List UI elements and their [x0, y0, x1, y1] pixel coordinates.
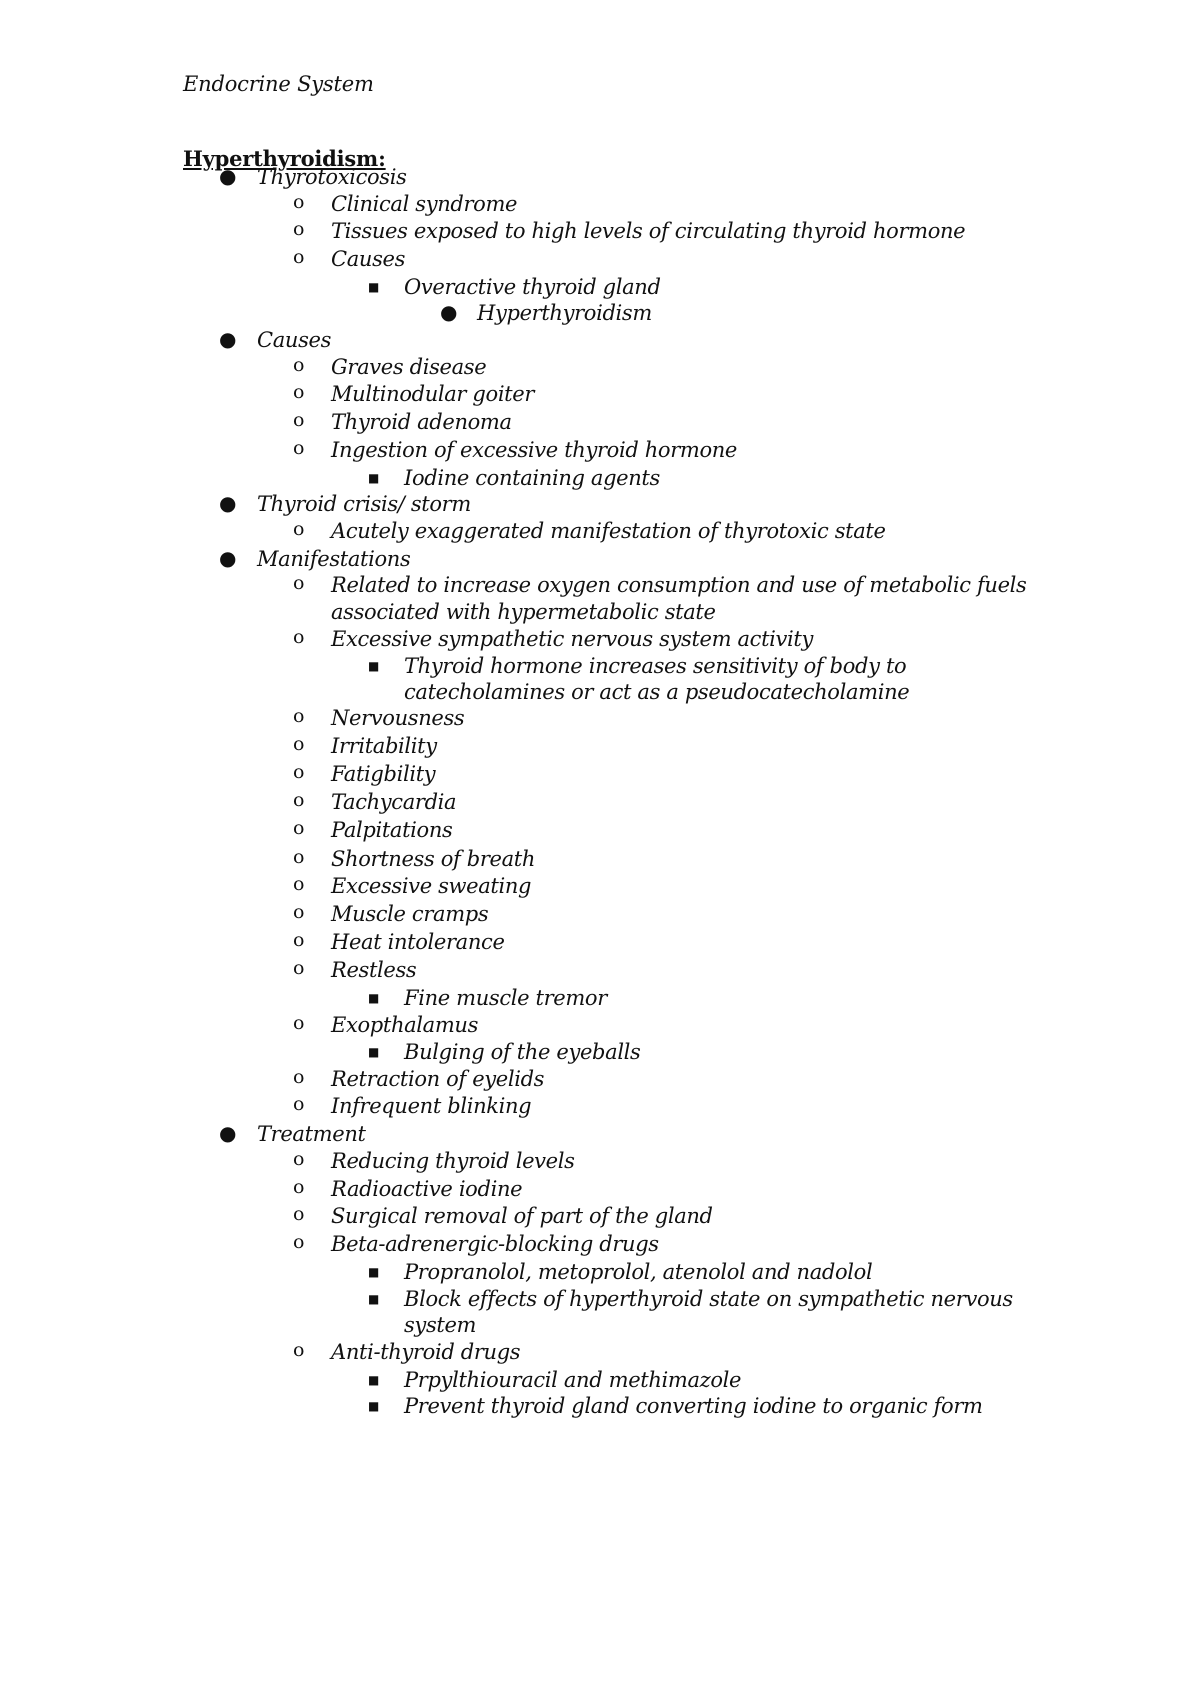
outline-item-text: Fine muscle tremor — [404, 986, 607, 1010]
hollow-bullet-icon: o — [293, 761, 305, 783]
outline-item-text: Radioactive iodine — [331, 1177, 523, 1201]
outline-item-text: Retraction of eyelids — [331, 1067, 545, 1091]
outline-item-text: Causes — [257, 328, 331, 352]
outline-item-text: Thyrotoxicosis — [257, 165, 407, 189]
page-header: Endocrine System — [183, 72, 374, 96]
square-bullet-icon: ■ — [368, 1265, 379, 1279]
round-bullet-icon: ● — [219, 164, 237, 188]
square-bullet-icon: ■ — [368, 1373, 379, 1387]
outline-item-text: Irritability — [331, 734, 437, 758]
outline-item-text: Heat intolerance — [331, 930, 505, 954]
hollow-bullet-icon: o — [293, 1176, 305, 1198]
square-bullet-icon: ■ — [368, 471, 379, 485]
hollow-bullet-icon: o — [293, 1066, 305, 1088]
square-bullet-icon: ■ — [368, 991, 379, 1005]
hollow-bullet-icon: o — [293, 381, 305, 403]
outline-item-text: Hyperthyroidism — [477, 301, 652, 325]
square-bullet-icon: ■ — [368, 1399, 379, 1413]
outline-item-text: Shortness of breath — [331, 847, 536, 871]
hollow-bullet-icon: o — [293, 901, 305, 923]
hollow-bullet-icon: o — [293, 572, 305, 594]
outline-item-text: Tissues exposed to high levels of circulating thyroid hormone — [331, 219, 966, 243]
round-bullet-icon: ● — [219, 327, 237, 351]
outline-item-text: catecholamines or act as a pseudocatecholamine — [404, 680, 910, 704]
outline-item-text: Manifestations — [257, 547, 411, 571]
square-bullet-icon: ■ — [368, 1045, 379, 1059]
outline-item-text: Prpylthiouracil and methimazole — [404, 1368, 742, 1392]
outline-item-text: Clinical syndrome — [331, 192, 518, 216]
outline-item-text: system — [404, 1313, 477, 1337]
hollow-bullet-icon: o — [293, 1339, 305, 1361]
hollow-bullet-icon: o — [293, 846, 305, 868]
hollow-bullet-icon: o — [293, 873, 305, 895]
hollow-bullet-icon: o — [293, 1093, 305, 1115]
hollow-bullet-icon: o — [293, 409, 305, 431]
outline-item-text: Acutely exaggerated manifestation of thyrotoxic state — [331, 519, 886, 543]
outline-item-text: Bulging of the eyeballs — [404, 1040, 641, 1064]
hollow-bullet-icon: o — [293, 437, 305, 459]
hollow-bullet-icon: o — [293, 518, 305, 540]
outline-item-text: Ingestion of excessive thyroid hormone — [331, 438, 738, 462]
outline-item-text: Thyroid crisis/ storm — [257, 492, 471, 516]
hollow-bullet-icon: o — [293, 354, 305, 376]
hollow-bullet-icon: o — [293, 191, 305, 213]
section-heading: Hyperthyroidism: — [183, 146, 386, 171]
hollow-bullet-icon: o — [293, 789, 305, 811]
hollow-bullet-icon: o — [293, 929, 305, 951]
outline-item-text: Beta-adrenergic-blocking drugs — [331, 1232, 659, 1256]
hollow-bullet-icon: o — [293, 705, 305, 727]
outline-item-text: Multinodular goiter — [331, 382, 535, 406]
square-bullet-icon: ■ — [368, 280, 379, 294]
outline-item-text: Fatigbility — [331, 762, 436, 786]
hollow-bullet-icon: o — [293, 817, 305, 839]
hollow-bullet-icon: o — [293, 218, 305, 240]
outline-item-text: Nervousness — [331, 706, 465, 730]
outline-item-text: Muscle cramps — [331, 902, 489, 926]
outline-item-text: Graves disease — [331, 355, 487, 379]
outline-item-text: associated with hypermetabolic state — [331, 600, 716, 624]
outline-item-text: Tachycardia — [331, 790, 457, 814]
hollow-bullet-icon: o — [293, 246, 305, 268]
square-bullet-icon: ■ — [368, 659, 379, 673]
outline-item-text: Treatment — [257, 1122, 366, 1146]
outline-item-text: Surgical removal of part of the gland — [331, 1204, 713, 1228]
outline-item-text: Prevent thyroid gland converting iodine to organic form — [404, 1394, 983, 1418]
round-bullet-icon: ● — [219, 491, 237, 515]
hollow-bullet-icon: o — [293, 1231, 305, 1253]
outline-item-text: Thyroid hormone increases sensitivity of body to — [404, 654, 907, 678]
hollow-bullet-icon: o — [293, 1012, 305, 1034]
outline-item-text: Thyroid adenoma — [331, 410, 512, 434]
outline-item-text: Excessive sympathetic nervous system activity — [331, 627, 814, 651]
outline-item-text: Exopthalamus — [331, 1013, 478, 1037]
outline-item-text: Anti-thyroid drugs — [331, 1340, 521, 1364]
hollow-bullet-icon: o — [293, 1148, 305, 1170]
outline-item-text: Infrequent blinking — [331, 1094, 532, 1118]
round-bullet-icon: ● — [219, 1121, 237, 1145]
outline-item-text: Iodine containing agents — [404, 466, 660, 490]
outline-item-text: Causes — [331, 247, 405, 271]
outline-item-text: Block effects of hyperthyroid state on sympathetic nervous — [404, 1287, 1013, 1311]
outline-item-text: Propranolol, metoprolol, atenolol and nadolol — [404, 1260, 873, 1284]
outline-item-text: Excessive sweating — [331, 874, 532, 898]
outline-item-text: Reducing thyroid levels — [331, 1149, 575, 1173]
outline-item-text: Palpitations — [331, 818, 453, 842]
outline-item-text: Restless — [331, 958, 417, 982]
hollow-bullet-icon: o — [293, 1203, 305, 1225]
hollow-bullet-icon: o — [293, 626, 305, 648]
outline-item-text: Related to increase oxygen consumption and use of metabolic fuels — [331, 573, 1027, 597]
square-bullet-icon: ■ — [368, 1292, 379, 1306]
round-bullet-icon: ● — [440, 300, 458, 324]
hollow-bullet-icon: o — [293, 957, 305, 979]
hollow-bullet-icon: o — [293, 733, 305, 755]
outline-item-text: Overactive thyroid gland — [404, 275, 661, 299]
round-bullet-icon: ● — [219, 546, 237, 570]
